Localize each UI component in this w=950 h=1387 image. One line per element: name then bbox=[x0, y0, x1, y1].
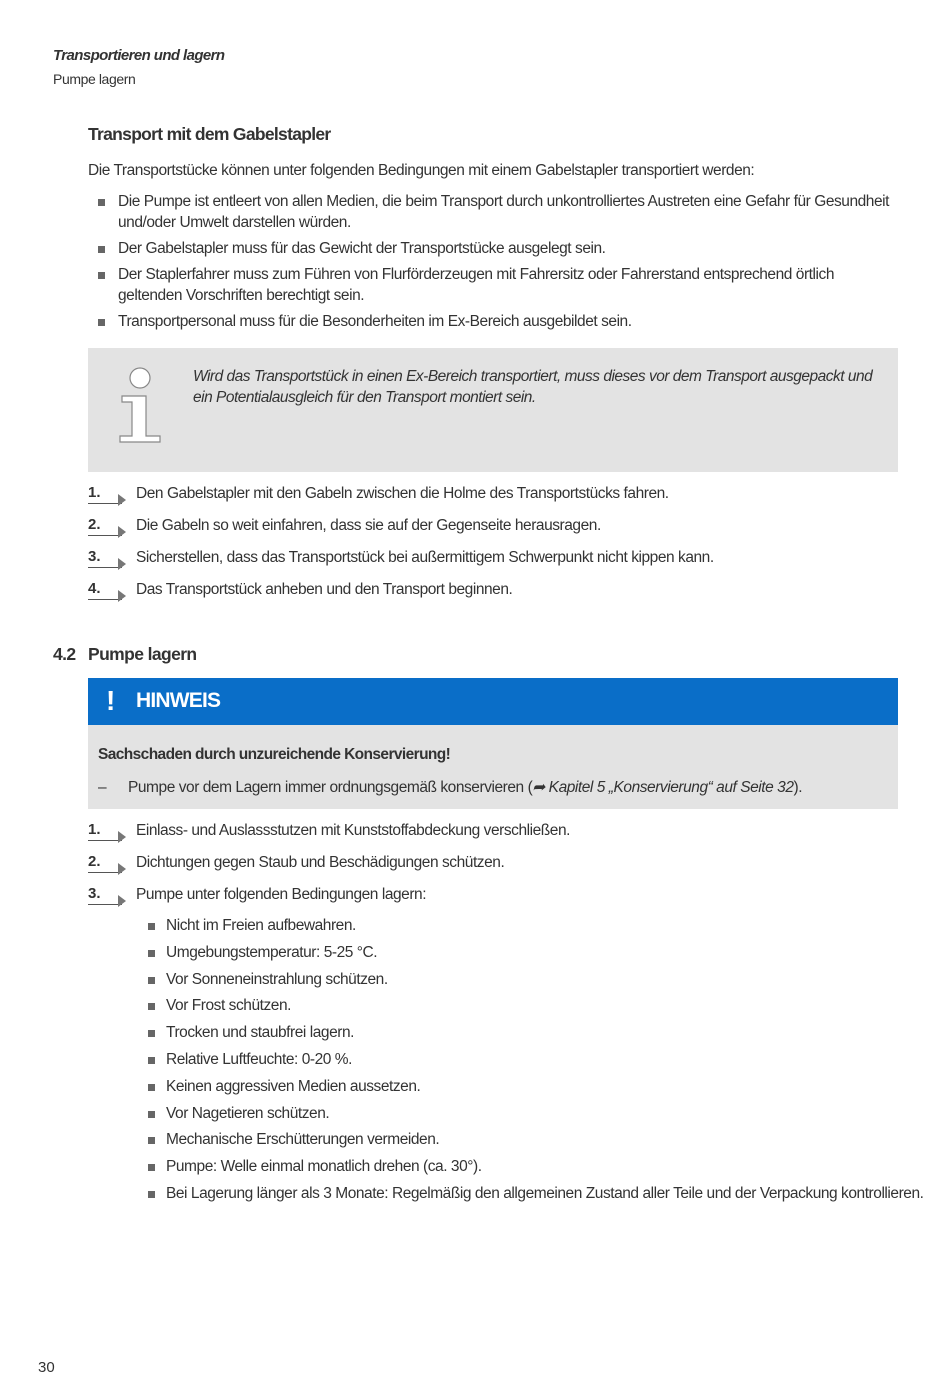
list-item-text: Der Staplerfahrer muss zum Führen von Flurförderzeugen mit Fahrersitz oder Fahrerstand entsprechend örtlich geltenden Vorschriften berechtigt sein. bbox=[118, 266, 834, 304]
bullet-square-icon bbox=[98, 319, 105, 326]
list-item-text: Mechanische Erschütterungen vermeiden. bbox=[166, 1131, 440, 1149]
step-text: Dichtungen gegen Staub und Beschädigungen schützen. bbox=[136, 854, 505, 871]
step-text: Das Transportstück anheben und den Transport beginnen. bbox=[136, 581, 513, 598]
list-item-text: Transportpersonal muss für die Besonderheiten im Ex-Bereich ausgebildet sein. bbox=[118, 313, 632, 330]
bullet-square-icon bbox=[148, 1057, 155, 1064]
list-item-text: Nicht im Freien aufbewahren. bbox=[166, 917, 356, 934]
bullet-square-icon bbox=[148, 923, 155, 930]
notice-subtitle: Sachschaden durch unzureichende Konservierung! bbox=[98, 746, 451, 763]
bullet-square-icon bbox=[148, 977, 155, 984]
bullet-square-icon bbox=[148, 1111, 155, 1118]
step-text: Einlass- und Auslassstutzen mit Kunststoffabdeckung verschließen. bbox=[136, 822, 570, 839]
bullet-square-icon bbox=[148, 1164, 155, 1171]
list-item bbox=[88, 311, 900, 332]
list-item bbox=[88, 238, 900, 259]
bullet-square-icon bbox=[148, 1137, 155, 1144]
transport-heading: Transport mit dem Gabelstapler bbox=[88, 124, 331, 144]
chapter-title: Transportieren und lagern bbox=[53, 47, 225, 64]
step-text: Den Gabelstapler mit den Gabeln zwischen die Holme des Transportstücks fahren. bbox=[136, 485, 669, 502]
list-item-text: Pumpe: Welle einmal monatlich drehen (ca. 30°). bbox=[166, 1158, 482, 1176]
list-item bbox=[146, 915, 924, 942]
step-number: 1. bbox=[88, 820, 122, 841]
storage-title: Pumpe lagern bbox=[88, 644, 197, 664]
list-item bbox=[88, 191, 900, 233]
notice-dash: – bbox=[98, 779, 107, 796]
step-arrow-icon bbox=[118, 590, 126, 602]
notice-body bbox=[88, 725, 898, 809]
list-item bbox=[146, 1156, 924, 1183]
step-number: 2. bbox=[88, 515, 122, 536]
page-number: 30 bbox=[38, 1359, 55, 1376]
transport-intro: Die Transportstücke können unter folgenden Bedingungen mit einem Gabelstapler transportiert werden: bbox=[88, 162, 755, 179]
bullet-square-icon bbox=[148, 1084, 155, 1091]
list-item bbox=[146, 969, 924, 996]
bullet-square-icon bbox=[98, 199, 105, 206]
list-item bbox=[146, 1129, 924, 1156]
list-item bbox=[146, 1103, 924, 1130]
step-number: 2. bbox=[88, 852, 122, 873]
transport-conditions-list bbox=[88, 191, 900, 337]
step-number: 4. bbox=[88, 579, 122, 600]
storage-section-number: 4.2 bbox=[53, 644, 76, 664]
step-number: 1. bbox=[88, 483, 122, 504]
list-item bbox=[146, 1183, 924, 1210]
step-number: 3. bbox=[88, 884, 122, 905]
storage-heading bbox=[53, 644, 197, 665]
step-arrow-icon bbox=[118, 526, 126, 538]
list-item bbox=[146, 1049, 924, 1076]
list-item bbox=[146, 1076, 924, 1103]
bullet-square-icon bbox=[148, 1030, 155, 1037]
notice-header bbox=[88, 678, 898, 725]
notice-text-end: ). bbox=[793, 779, 803, 796]
step-arrow-icon bbox=[118, 494, 126, 506]
step-arrow-icon bbox=[118, 558, 126, 570]
notice-text: Pumpe vor dem Lagern immer ordnungsgemäß konservieren ( bbox=[128, 779, 533, 796]
list-item bbox=[146, 995, 924, 1022]
step-number: 3. bbox=[88, 547, 122, 568]
info-icon bbox=[118, 366, 162, 444]
bullet-square-icon bbox=[98, 246, 105, 253]
step-text: Pumpe unter folgenden Bedingungen lagern: bbox=[136, 886, 427, 903]
storage-conditions-list bbox=[146, 915, 924, 1210]
bullet-square-icon bbox=[148, 1003, 155, 1010]
notice-instruction bbox=[128, 777, 802, 798]
step-arrow-icon bbox=[118, 895, 126, 907]
list-item bbox=[146, 1022, 924, 1049]
chapter-cross-reference-link[interactable]: ➦ Kapitel 5 „Konservierung“ auf Seite 32 bbox=[532, 779, 794, 796]
step-arrow-icon bbox=[118, 863, 126, 875]
list-item-text: Bei Lagerung länger als 3 Monate: Regelmäßig den allgemeinen Zustand aller Teile und der Verpackung kontrollieren. bbox=[166, 1184, 924, 1202]
list-item bbox=[88, 264, 900, 306]
step-text: Die Gabeln so weit einfahren, dass sie auf der Gegenseite herausragen. bbox=[136, 517, 601, 534]
list-item-text: Vor Frost schützen. bbox=[166, 997, 291, 1015]
list-item-text: Relative Luftfeuchte: 0-20 %. bbox=[166, 1050, 352, 1068]
info-note-box bbox=[88, 348, 898, 472]
section-subtitle: Pumpe lagern bbox=[53, 71, 136, 87]
bullet-square-icon bbox=[148, 1191, 155, 1198]
bullet-square-icon bbox=[148, 950, 155, 957]
info-note-text: Wird das Transportstück in einen Ex-Bereich transportiert, muss dieses vor dem Transport ausgepackt und ein Potentialausgleich für den Transport montiert sein. bbox=[193, 368, 873, 406]
step-arrow-icon bbox=[118, 831, 126, 843]
bullet-square-icon bbox=[98, 272, 105, 279]
list-item-text: Vor Nagetieren schützen. bbox=[166, 1104, 330, 1122]
list-item-text: Der Gabelstapler muss für das Gewicht der Transportstücke ausgelegt sein. bbox=[118, 240, 606, 257]
list-item-text: Trocken und staubfrei lagern. bbox=[166, 1024, 354, 1042]
list-item-text: Umgebungstemperatur: 5-25 °C. bbox=[166, 943, 378, 961]
notice-label: HINWEIS bbox=[136, 689, 221, 712]
step-text: Sicherstellen, dass das Transportstück bei außermittigem Schwerpunkt nicht kippen kann. bbox=[136, 549, 714, 566]
list-item-text: Die Pumpe ist entleert von allen Medien, die beim Transport durch unkontrolliertes Austreten eine Gefahr für Gesundheit und/oder Umwelt darstellen würden. bbox=[118, 193, 889, 231]
list-item-text: Keinen aggressiven Medien aussetzen. bbox=[166, 1077, 421, 1095]
list-item bbox=[146, 942, 924, 969]
exclamation-icon: ! bbox=[106, 685, 116, 716]
list-item-text: Vor Sonneneinstrahlung schützen. bbox=[166, 970, 388, 988]
